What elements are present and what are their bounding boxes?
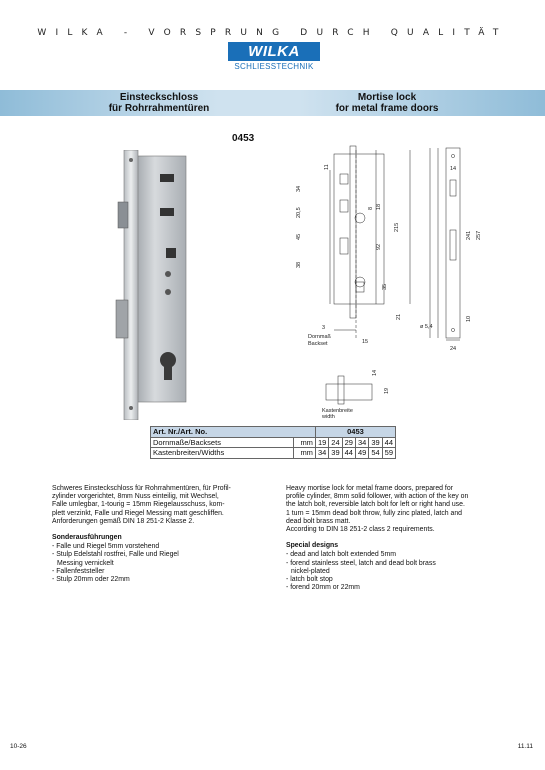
text-line: plett verzinkt, Falle und Riegel Messing matt geschliffen. [52, 509, 224, 517]
spec-row-widths [151, 448, 396, 459]
dim-21: 21 [396, 313, 402, 320]
title-english-line2: for metal frame doors [335, 102, 439, 114]
list-item: - Fallenfeststeller [52, 567, 105, 575]
label-kastenbreite: Kastenbreite [322, 408, 353, 414]
spec-row-backsets [151, 437, 396, 448]
spec-cell: 19 [315, 437, 328, 448]
spec-cell: 24 [329, 437, 342, 448]
spec-cell: 39 [369, 437, 382, 448]
list-item: nickel-plated [291, 567, 330, 575]
dim-3: 3 [322, 325, 326, 331]
title-german [64, 93, 254, 114]
dim-34: 34 [296, 185, 302, 192]
list-item: - Stulp Edelstahl rostfrei, Falle und Riegel [52, 551, 179, 559]
text-line: Schweres Einsteckschloss für Rohrrahmentüren, für Profil- [52, 485, 231, 492]
technical-drawing [270, 140, 500, 420]
text-line: According to DIN 18 251-2 class 2 requirements. [286, 526, 435, 534]
spec-row-unit: mm [293, 437, 315, 448]
spec-cell: 44 [342, 448, 355, 459]
text-line: Anforderungen gemäß DIN 18 251-2 Klasse 2. [52, 517, 195, 525]
spec-header-label: Art. Nr./Art. No. [151, 427, 316, 438]
text-line: profile cylinder, 8mm solid follower, with action of the key on [286, 493, 469, 501]
date-code: 11.11 [517, 743, 533, 750]
dim-92: 92 [376, 243, 382, 250]
spec-table [150, 426, 396, 459]
special-heading-english: Special designs [286, 542, 339, 550]
title-english [292, 93, 482, 114]
dim-8: 8 [368, 206, 374, 210]
header-tagline: WILKA - VORSPRUNG DURCH QUALITÄT [37, 28, 508, 38]
dim-18: 18 [376, 203, 382, 210]
list-item: Messing vernickelt [57, 559, 114, 567]
title-german-line2: für Rohrrahmentüren [108, 102, 210, 114]
wilka-logo [228, 42, 320, 71]
spec-cell: 34 [355, 437, 368, 448]
dim-14-b: 14 [372, 369, 378, 376]
dim-257: 257 [476, 230, 482, 240]
dim-15: 15 [362, 339, 369, 345]
spec-cell: 39 [329, 448, 342, 459]
list-item: - latch bolt stop [286, 576, 333, 584]
spec-cell: 29 [342, 437, 355, 448]
spec-row-label: Dornmaße/Backsets [151, 437, 294, 448]
spec-header-row [151, 427, 396, 438]
dim-24: 24 [450, 346, 457, 352]
description-german-text [52, 485, 262, 526]
spec-cell: 54 [369, 448, 382, 459]
spec-cell: 59 [382, 448, 395, 459]
list-item: - Stulp 20mm oder 22mm [52, 576, 130, 584]
text-line: 1 turn = 15mm dead bolt throw, fully zinc plated, latch and [286, 509, 463, 517]
article-number: 0453 [232, 133, 255, 144]
text-line: Falle umlegbar, 1-tourig = 15mm Riegelausschuss, kom- [52, 501, 225, 509]
spec-row-label: Kastenbreiten/Widths [151, 448, 294, 459]
list-item: - Falle und Riegel 5mm vorstehend [52, 543, 160, 551]
spec-cell: 49 [355, 448, 368, 459]
spec-cell: 34 [315, 448, 328, 459]
special-heading-german: Sonderausführungen [52, 534, 122, 542]
label-dornmass: Dornmaß [308, 334, 331, 340]
dim-215: 215 [394, 222, 400, 232]
dim-19: 19 [384, 387, 390, 394]
dim-10: 10 [466, 315, 472, 322]
text-line: the latch bolt, reversible latch bolt for left or right hand use. [286, 501, 465, 509]
dim-45: 45 [296, 233, 302, 240]
dim-35: 35 [382, 283, 388, 290]
logo-brand: WILKA [228, 42, 320, 61]
lock-photo [104, 150, 204, 420]
dim-241: 241 [466, 230, 472, 240]
dim-14: 14 [450, 166, 457, 172]
description-english-text [286, 485, 496, 534]
list-item: - forend 20mm or 22mm [286, 584, 360, 592]
logo-subtitle: SCHLIESSTECHNIK [234, 62, 314, 71]
text-line: zylinder vorgerichtet, 8mm Nuss einteilig, mit Wechsel, [52, 493, 219, 501]
dim-11: 11 [324, 164, 330, 170]
title-english-line1: Mortise lock [357, 92, 417, 103]
dim-5-4: ø 5,4 [420, 324, 433, 330]
dim-20-5: 20,5 [296, 207, 302, 218]
list-item: - forend stainless steel, latch and dead bolt brass [286, 559, 436, 567]
dim-38: 38 [296, 261, 302, 268]
text-line: Heavy mortise lock for metal frame doors, prepared for [286, 485, 453, 492]
description-german [52, 485, 262, 584]
spec-header-value: 0453 [315, 427, 395, 438]
spec-row-unit: mm [293, 448, 315, 459]
label-width: width [322, 414, 335, 420]
spec-cell: 44 [382, 437, 395, 448]
page-number: 10-26 [10, 743, 27, 750]
description-english [286, 485, 496, 592]
label-backset: Backset [308, 341, 328, 347]
text-line: dead bolt brass matt. [286, 517, 351, 525]
title-german-line1: Einsteckschloss [119, 92, 199, 103]
list-item: - dead and latch bolt extended 5mm [286, 551, 396, 559]
title-band [0, 90, 545, 116]
